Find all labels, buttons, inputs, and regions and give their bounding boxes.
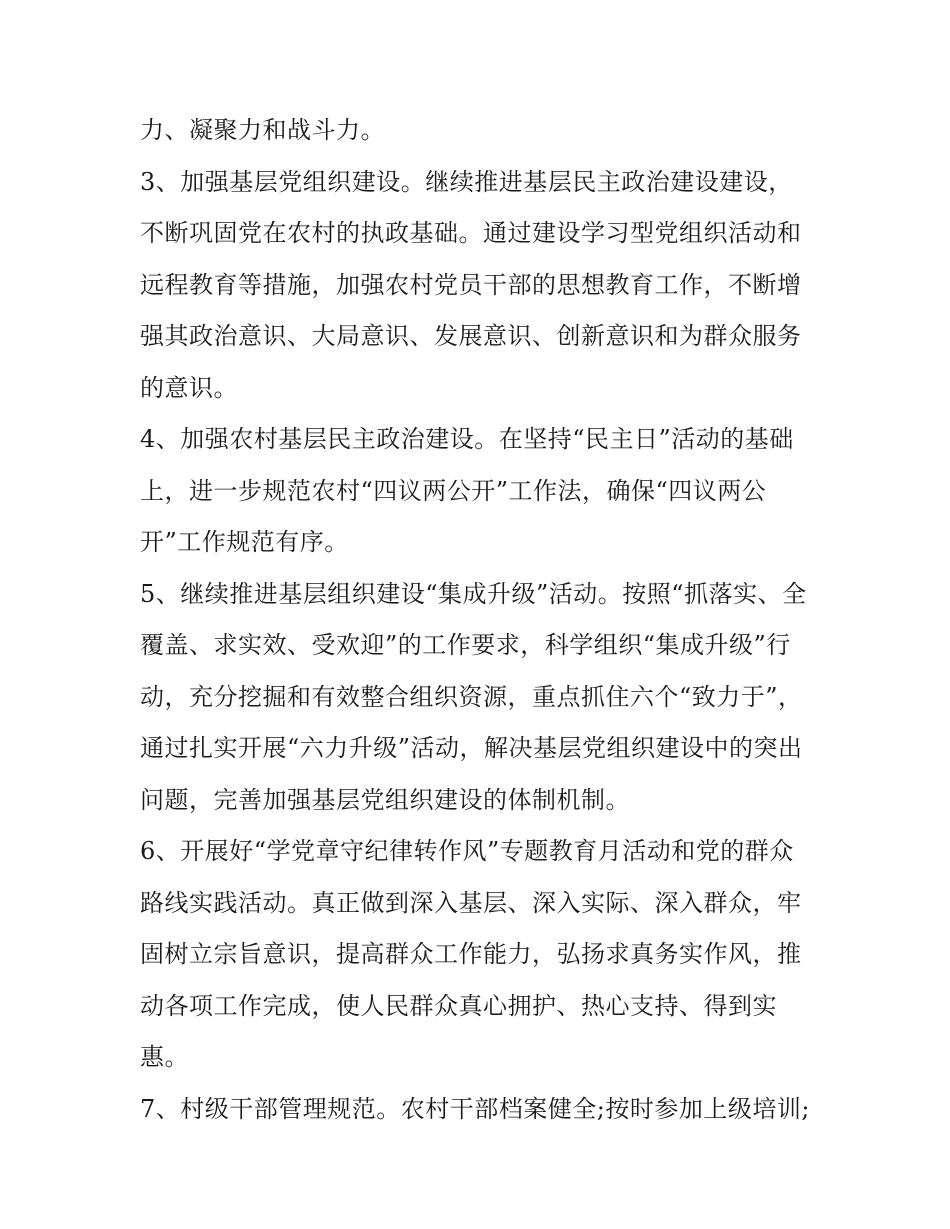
text-line: 7、村级干部管理规范。农村干部档案健全;按时参加上级培训; [140,1094,810,1123]
text-line: 惠。 [140,1043,189,1071]
text-line: 强其政治意识、大局意识、发展意识、创新意识和为群众服务 [140,322,802,350]
text-line: 4、加强农村基层民主政治建设。在坚持“民主日”活动的基础 [140,425,794,453]
document-body [140,105,820,1135]
text-line: 固树立宗旨意识，提高群众工作能力，弘扬求真务实作风，推 [140,940,802,968]
text-line: 的意识。 [140,373,238,402]
text-line: 不断巩固党在农村的执政基础。通过建设学习型党组织活动和 [140,219,802,247]
text-line: 力、凝聚力和战斗力。 [140,116,385,144]
text-line: 开”工作规范有序。 [140,528,349,556]
text-line: 5、继续推进基层组织建设“集成升级”活动。按照“抓落实、全 [140,579,807,608]
text-line: 动，充分挖掘和有效整合组织资源，重点抓住六个“致力于”， [140,682,803,711]
text-line: 动各项工作完成，使人民群众真心拥护、热心支持、得到实 [140,991,777,1020]
text-line: 6、开展好“学党章守纪律转作风”专题教育月活动和党的群众 [140,837,794,865]
text-line: 路线实践活动。真正做到深入基层、深入实际、深入群众，牢 [140,888,802,917]
text-line: 上，进一步规范农村“四议两公开”工作法，确保“四议两公 [140,476,767,505]
text-line: 远程教育等措施，加强农村党员干部的思想教育工作，不断增 [140,270,802,299]
text-line: 3、加强基层党组织建设。继续推进基层民主政治建设建设， [140,167,793,196]
text-line: 问题，完善加强基层党组织建设的体制机制。 [140,785,630,814]
text-line: 通过扎实开展“六力升级”活动，解决基层党组织建设中的突出 [140,734,803,762]
text-line: 覆盖、求实效、受欢迎”的工作要求，科学组织“集成升级”行 [140,631,791,659]
